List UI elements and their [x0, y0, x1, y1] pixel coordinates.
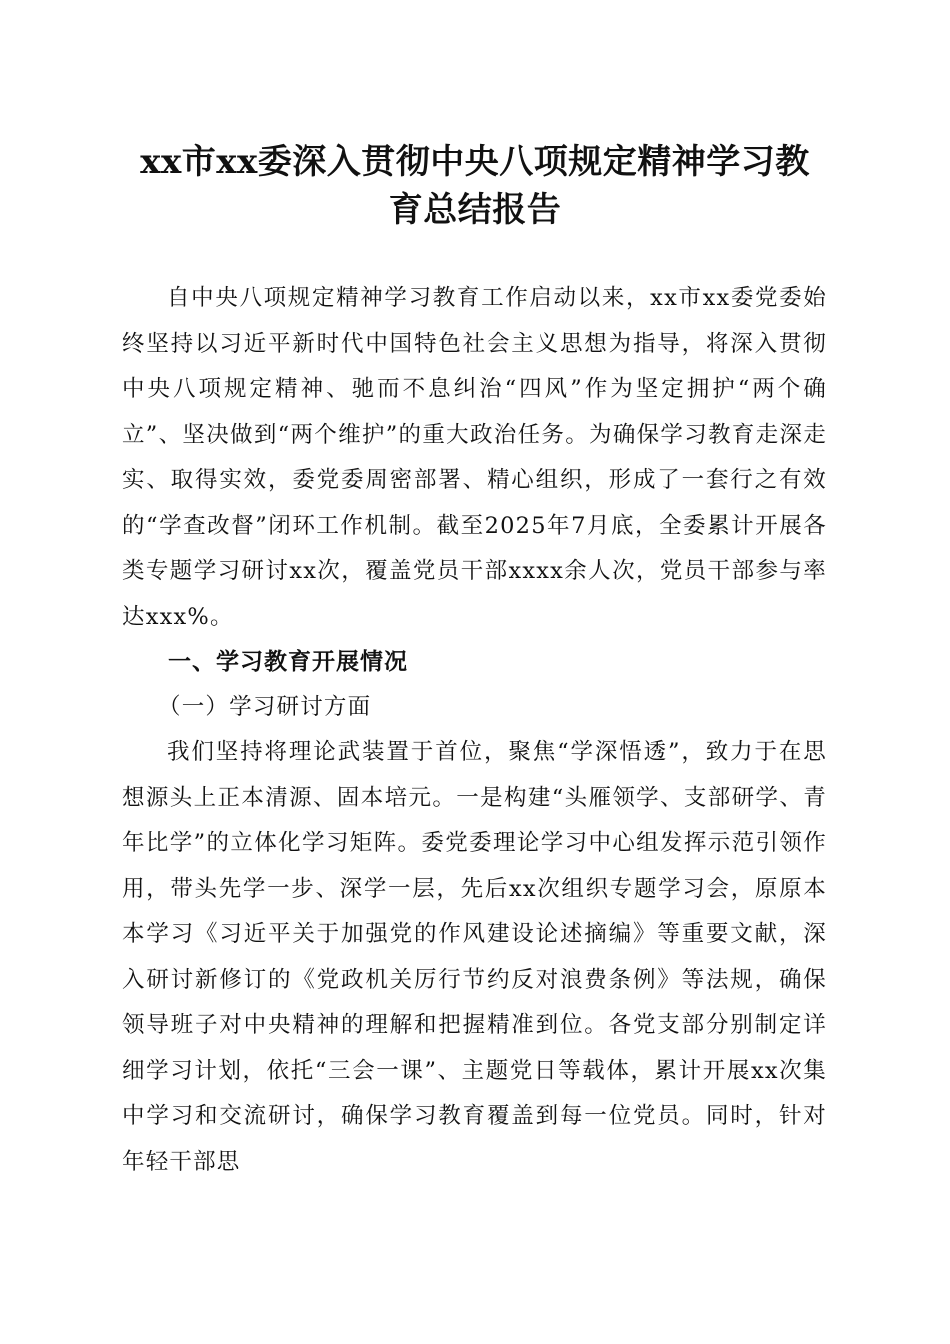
- document-title-line-2: 育总结报告: [388, 190, 562, 230]
- subsection-heading-1: （一）学习研讨方面: [158, 694, 372, 720]
- document-title: [110, 138, 840, 234]
- document-body: [122, 276, 827, 1185]
- study-discussion-paragraph: 我们坚持将理论武装置于首位，聚焦“学深悟透”，致力于在思想源头上正本清源、固本培元。一是构建“头雁领学、支部研学、青年比学”的立体化学习矩阵。委党委理论学习中心组发挥示范引领作用，带头先学一步、深学一层，先后xx次组织专题学习会，原原本本学习《习近平关于加强党的作风建设论述摘编》等重要文献，深入研讨新修订的《党政机关厉行节约反对浪费条例》等法规，确保领导班子对中央精神的理解和把握精准到位。各党支部分别制定详细学习计划，依托“三会一课”、主题党日等载体，累计开展xx次集中学习和交流研讨，确保学习教育覆盖到每一位党员。同时，针对年轻干部思: [122, 739, 827, 1175]
- intro-paragraph: 自中央八项规定精神学习教育工作启动以来，xx市xx委党委始终坚持以习近平新时代中国特色社会主义思想为指导，将深入贯彻中央八项规定精神、驰而不息纠治“四风”作为坚定拥护“两个确立”、坚决做到“两个维护”的重大政治任务。为确保学习教育走深走实、取得实效，委党委周密部署、精心组织，形成了一套行之有效的“学查改督”闭环工作机制。截至2025年7月底，全委累计开展各类专题学习研讨xx次，覆盖党员干部xxxx余人次，党员干部参与率达xxx%。: [122, 285, 827, 630]
- section-heading-1: 一、学习教育开展情况: [168, 649, 408, 675]
- document-title-line-1: xx市xx委深入贯彻中央八项规定精神学习教: [140, 142, 810, 182]
